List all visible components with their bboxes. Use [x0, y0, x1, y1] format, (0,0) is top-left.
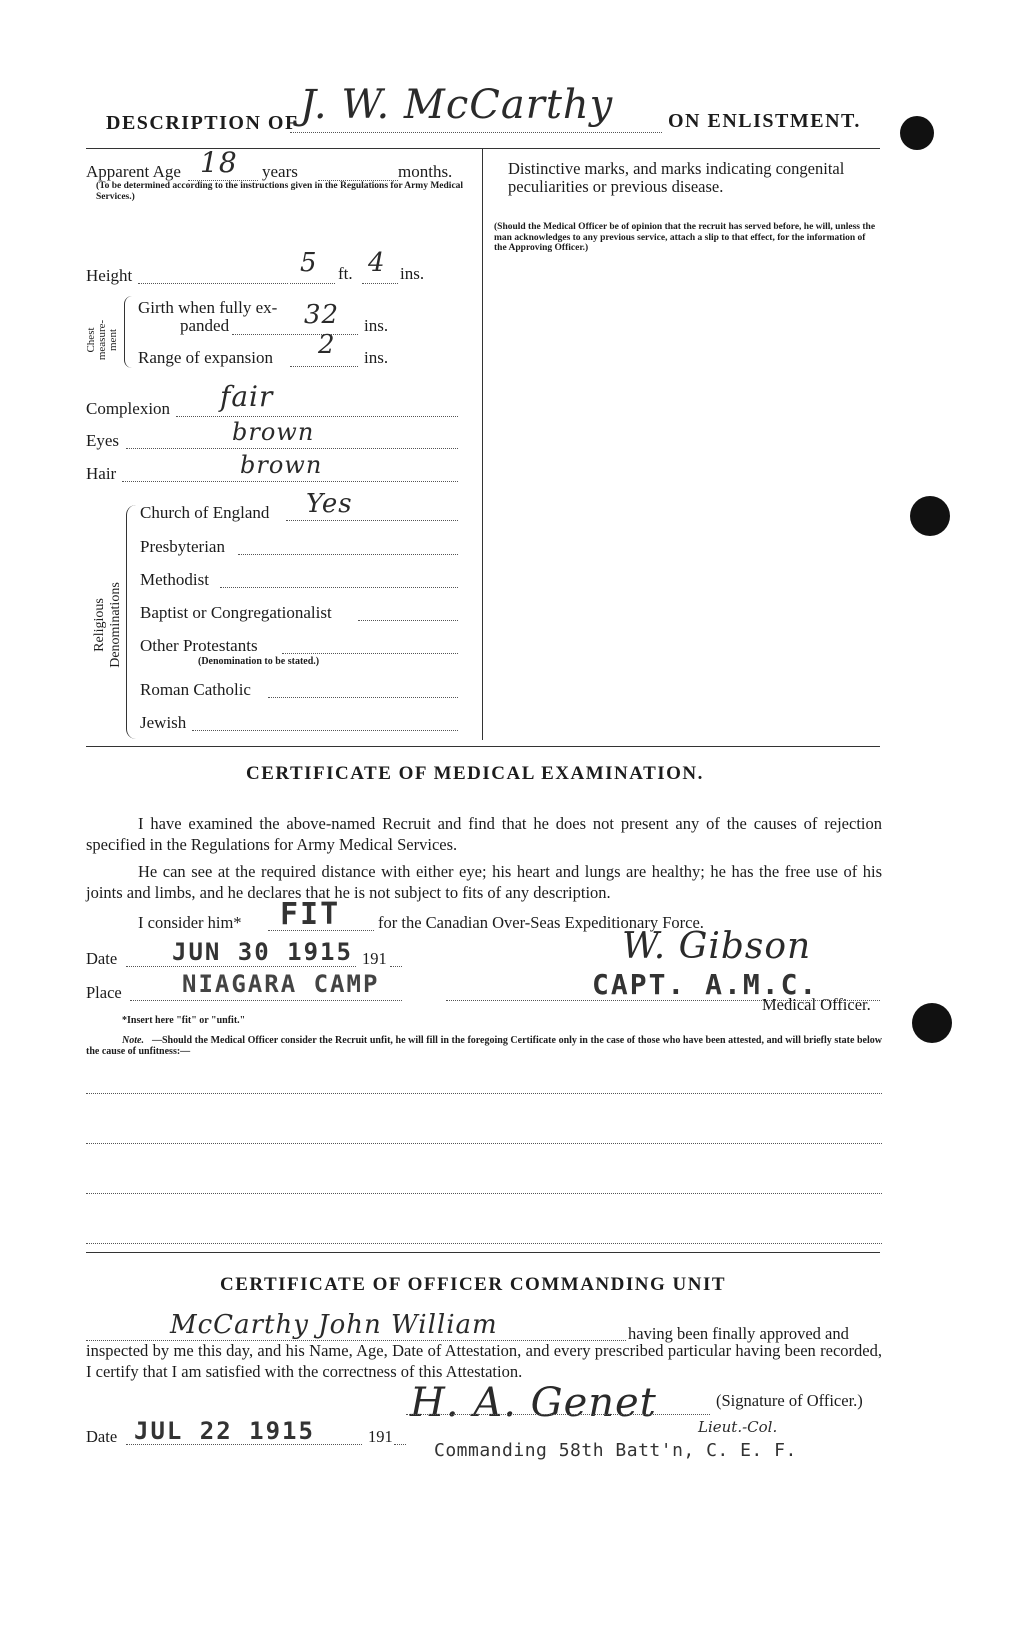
insert-note: *Insert here "fit" or "unfit.": [122, 1015, 246, 1026]
coe-line: [286, 520, 458, 521]
commanding-rank: Lieut.-Col.: [698, 1418, 778, 1436]
unfit-line-1: [86, 1093, 882, 1094]
hair-line: [122, 481, 458, 482]
religion-jewish: Jewish: [140, 713, 187, 732]
height-ft-value: 5: [300, 248, 318, 278]
medical-certificate-title: CERTIFICATE OF MEDICAL EXAMINATION.: [246, 763, 704, 784]
religion-bracket: [126, 505, 137, 739]
medical-para-2: He can see at the required distance with either eye; his heart and lungs are healthy; he has the free use of his joints and limbs, and he declares that he is not subject to fits of any description.: [86, 862, 882, 902]
consider-label: I consider him*: [138, 913, 242, 932]
girth-unit: ins.: [364, 316, 389, 335]
complexion-value: fair: [220, 380, 274, 413]
age-note: (To be determined according to the instructions given in the Regulations for Army Medical Services.): [96, 181, 464, 202]
age-value: 18: [200, 146, 238, 179]
commanding-year-prefix: 191: [368, 1427, 393, 1446]
unfit-note: —Should the Medical Officer consider the Recruit unfit, he will fill in the foregoing Certificate only in the case of those who have been attested, and will briefly state below the cause of unfitness:—: [86, 1035, 882, 1057]
commanding-signature: H. A. Genet: [410, 1380, 657, 1426]
eyes-value: brown: [232, 418, 315, 446]
column-divider: [482, 148, 483, 740]
eyes-label: Eyes: [86, 431, 120, 450]
range-line: [290, 366, 358, 367]
religion-baptist: Baptist or Congregationalist: [140, 603, 332, 622]
range-value: 2: [318, 330, 336, 360]
medical-year-line: [390, 966, 402, 967]
girth-label-1: Girth when fully ex-: [138, 298, 278, 317]
presbyterian-line: [238, 554, 458, 555]
note-label: Note.: [122, 1035, 144, 1046]
religion-presbyterian: Presbyterian: [140, 537, 225, 556]
medical-officer-label: Medical Officer.: [762, 995, 871, 1014]
religion-roman-catholic: Roman Catholic: [140, 680, 251, 699]
commanding-line1-suffix: having been finally approved and: [628, 1324, 849, 1343]
medical-date-line: [126, 966, 356, 967]
girth-value: 32: [304, 300, 340, 330]
religion-church-of-england: Church of England: [140, 503, 270, 522]
header-suffix: ON ENLISTMENT.: [668, 110, 861, 132]
header-name-line: [290, 132, 662, 133]
medical-date-stamp: JUN 30 1915: [172, 938, 353, 966]
fit-value: FIT: [280, 897, 341, 932]
commanding-certificate-title: CERTIFICATE OF OFFICER COMMANDING UNIT: [220, 1274, 727, 1295]
distinctive-marks-text: Distinctive marks, and marks indicating congenital peculiarities or previous disease.: [508, 159, 845, 196]
commanding-recruit-name: McCarthy John William: [170, 1310, 498, 1340]
consider-suffix: for the Canadian Over-Seas Expeditionary Force.: [378, 913, 704, 932]
other-line: [282, 653, 458, 654]
complexion-line: [176, 416, 458, 417]
recruit-name-handwritten: J. W. McCarthy: [300, 82, 614, 128]
eyes-line: [126, 448, 458, 449]
range-unit: ins.: [364, 348, 389, 367]
height-in-line: [362, 283, 398, 284]
religion-other-note: (Denomination to be stated.): [198, 656, 320, 667]
place-label: Place: [86, 983, 122, 1002]
height-label: Height: [86, 266, 133, 285]
signature-label: (Signature of Officer.): [716, 1391, 863, 1410]
section-rule-1: [86, 746, 880, 747]
religion-other-protestants: Other Protestants: [140, 636, 258, 655]
methodist-line: [220, 587, 458, 588]
medical-year-prefix: 191: [362, 949, 387, 968]
medical-officer-signature: W. Gibson: [622, 926, 812, 967]
hair-value: brown: [240, 451, 323, 479]
medical-officer-rank: CAPT. A.M.C.: [592, 968, 819, 1001]
section-rule-2: [86, 1252, 880, 1253]
chest-side-label: Chest measure-ment: [85, 319, 119, 361]
age-label: Apparent Age: [86, 162, 181, 181]
commanding-date-label: Date: [86, 1427, 118, 1446]
punch-hole-bottom: [912, 1003, 952, 1043]
medical-date-label: Date: [86, 949, 118, 968]
commanding-year-line: [394, 1444, 406, 1445]
complexion-label: Complexion: [86, 399, 171, 418]
hair-label: Hair: [86, 464, 117, 483]
unfit-line-4: [86, 1243, 882, 1244]
religion-church-of-england-value: Yes: [306, 489, 353, 519]
range-label: Range of expansion: [138, 348, 274, 367]
height-line: [138, 283, 288, 284]
religion-side-label: Religious Denominations: [92, 582, 123, 668]
signature-line: [406, 1414, 710, 1415]
girth-line: [232, 334, 358, 335]
unfit-line-3: [86, 1193, 882, 1194]
roman-catholic-line: [268, 697, 458, 698]
unfit-line-2: [86, 1143, 882, 1144]
baptist-line: [358, 620, 458, 621]
religion-methodist: Methodist: [140, 570, 209, 589]
girth-label-2: panded: [180, 316, 230, 335]
chest-bracket: [124, 296, 133, 368]
height-ins-label: ins.: [400, 264, 425, 283]
distinctive-marks-note: (Should the Medical Officer be of opinion that the recruit has served before, he will, unless the man acknowledges to any previous service, attach a slip to that effect, for the information of the Approving Officer.): [494, 222, 876, 253]
jewish-line: [192, 730, 458, 731]
place-stamp: NIAGARA CAMP: [182, 970, 380, 998]
place-line: [130, 1000, 402, 1001]
months-label: months.: [398, 162, 453, 181]
commanding-para: inspected by me this day, and his Name, Age, Date of Attestation, and every prescribed particular having been recorded, I certify that I am satisfied with the correctness of this Attestation.: [86, 1341, 882, 1381]
height-ft-line: [290, 283, 335, 284]
height-in-value: 4: [368, 248, 386, 278]
ft-label: ft.: [338, 264, 353, 283]
header-prefix: DESCRIPTION OF: [106, 112, 299, 134]
commanding-date-stamp: JUL 22 1915: [134, 1417, 315, 1445]
commanding-unit-text: Commanding 58th Batt'n, C. E. F.: [434, 1440, 797, 1461]
medical-para-1: I have examined the above-named Recruit and find that he does not present any of the causes of rejection specified in the Regulations for Army Medical Services.: [86, 814, 882, 854]
years-label: years: [262, 162, 298, 181]
punch-hole-middle: [910, 496, 950, 536]
punch-hole-top: [900, 116, 934, 150]
